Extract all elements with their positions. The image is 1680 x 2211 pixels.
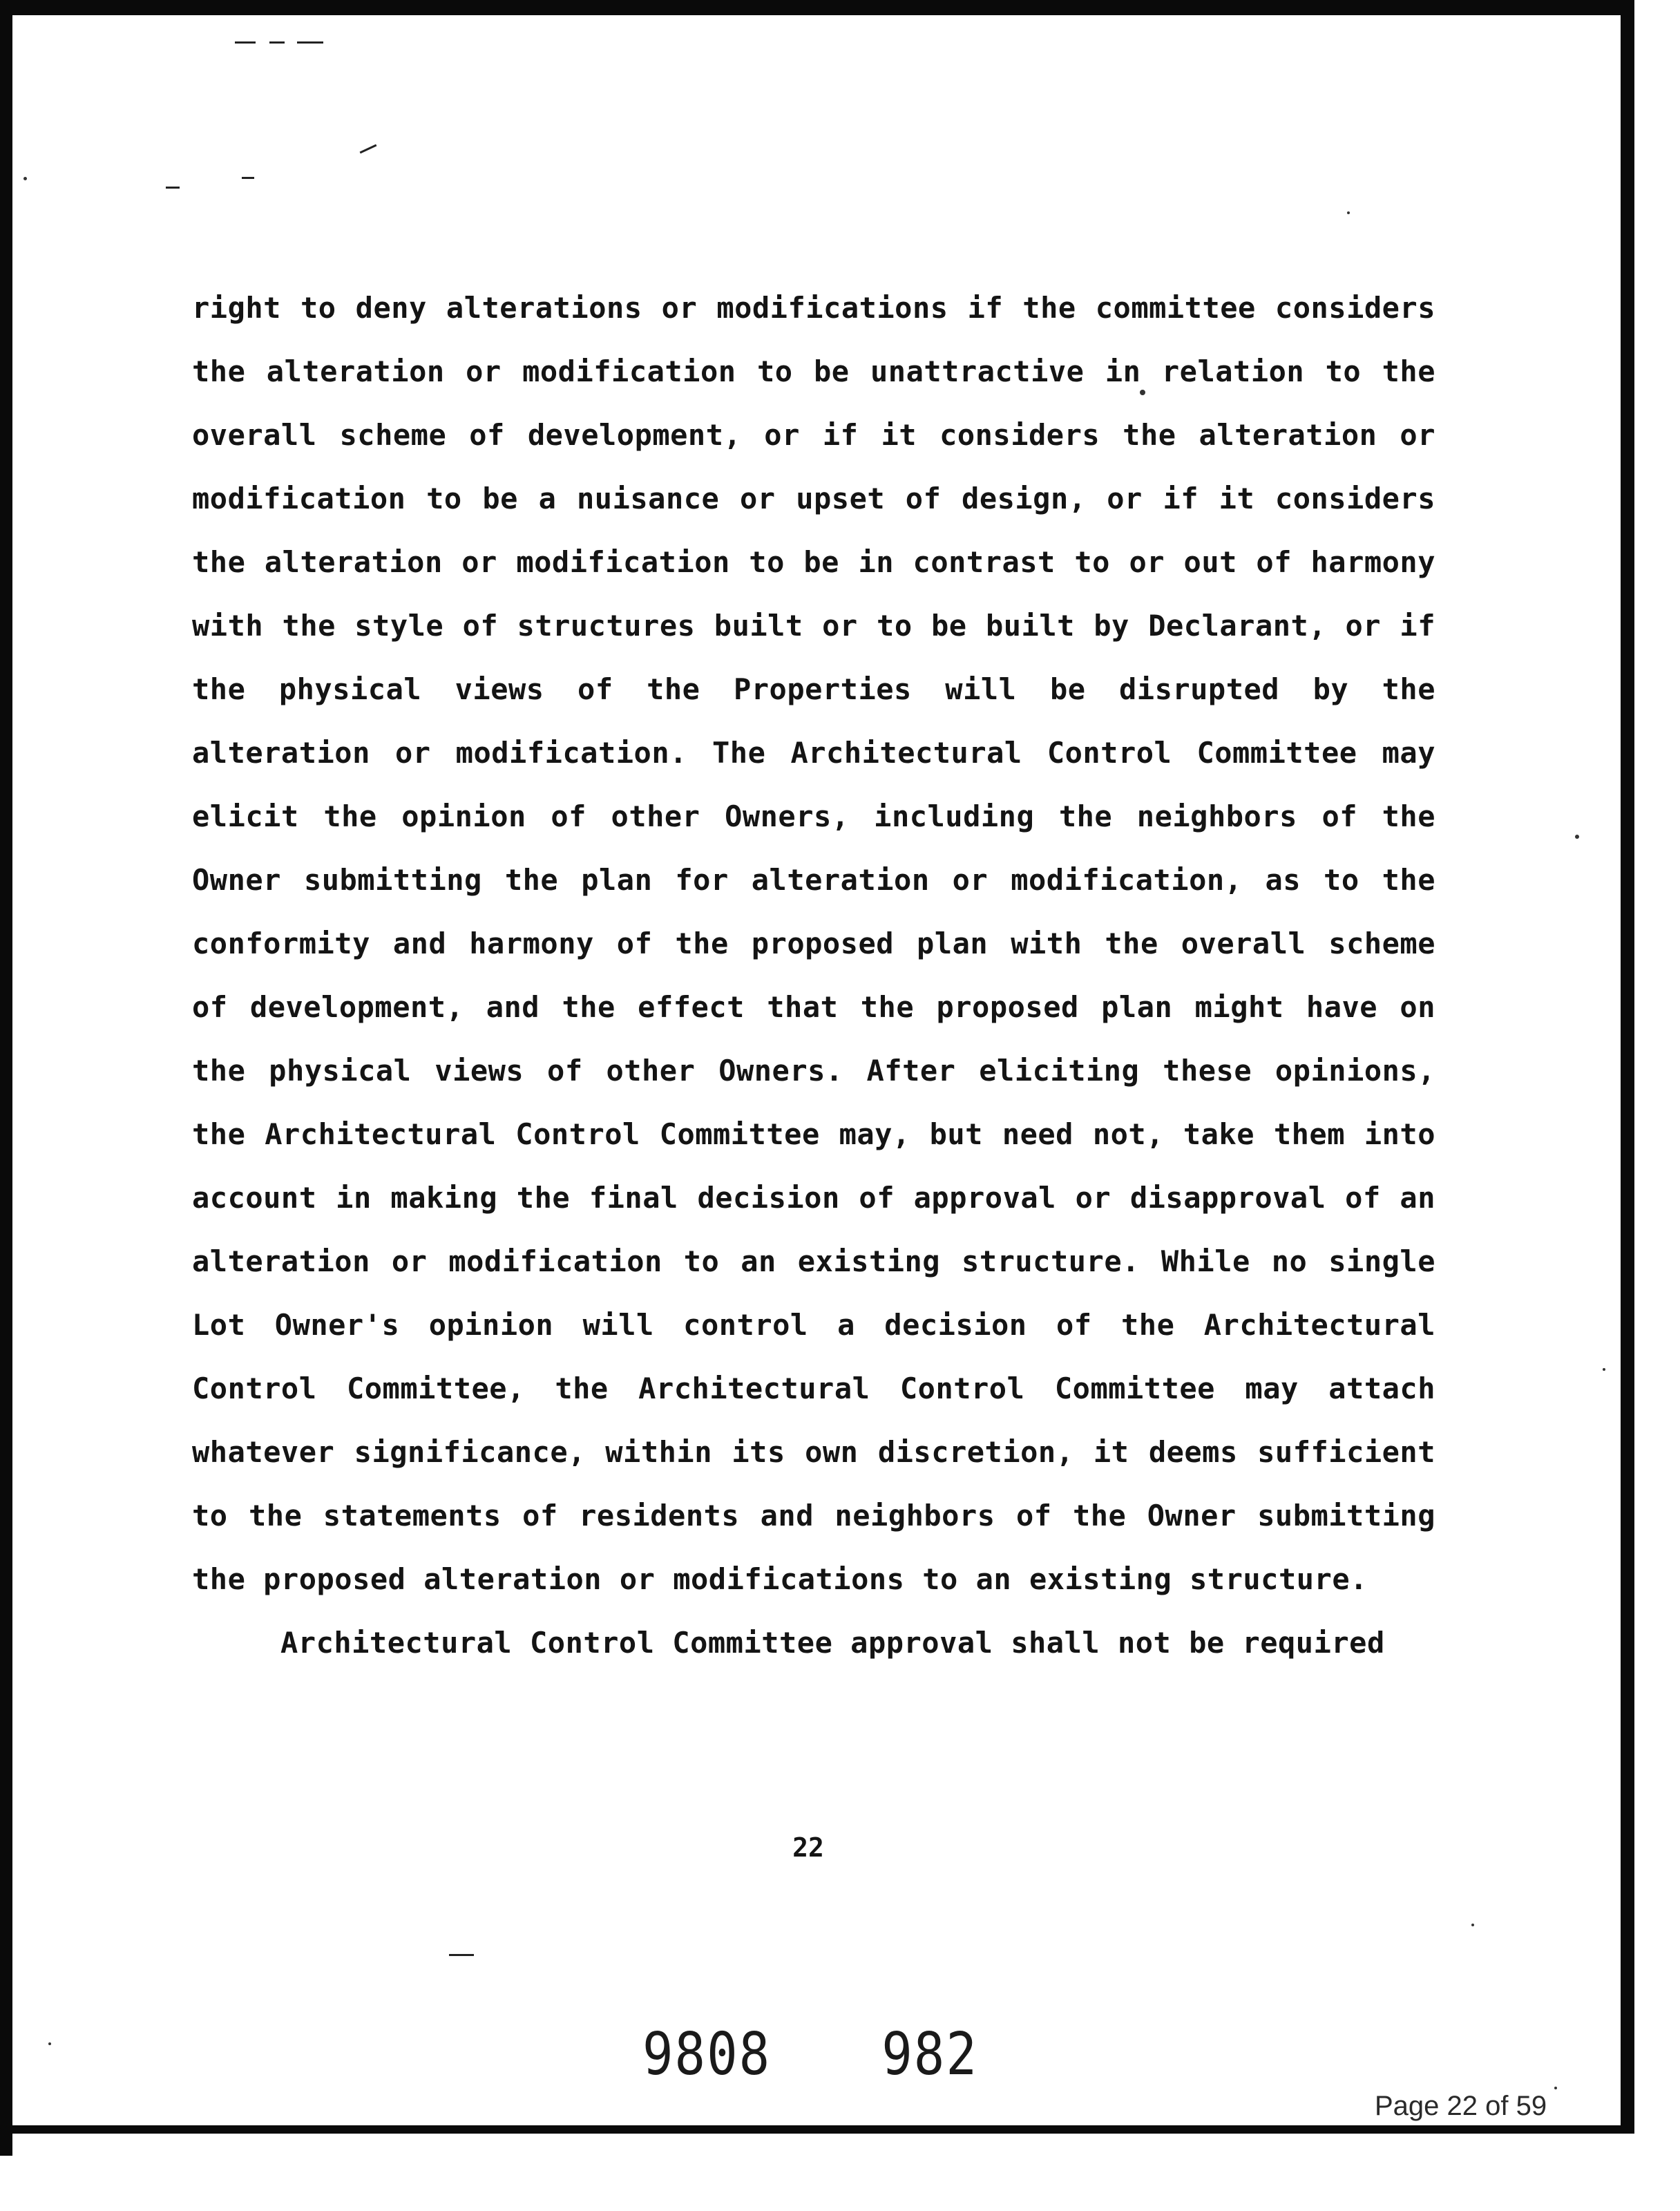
recording-stamp	[642, 2020, 978, 2089]
page-number: 22	[792, 1832, 824, 1863]
recording-page-number: 982	[881, 2020, 978, 2089]
body-text	[192, 276, 1435, 1675]
scan-speck	[48, 2042, 51, 2045]
scan-border-right	[1621, 0, 1634, 2128]
scan-border-left	[0, 0, 12, 2156]
scan-mark	[297, 41, 323, 44]
scan-border-bottom	[0, 2125, 1634, 2134]
scan-speck	[1603, 1368, 1605, 1371]
page-footer: Page 22 of 59	[1375, 2091, 1547, 2121]
body-paragraph-continued: Architectural Control Committee approval shall not be required	[280, 1626, 1385, 1660]
scan-mark	[235, 41, 256, 44]
scan-mark	[242, 177, 254, 179]
scan-mark	[269, 41, 285, 44]
scan-speck	[1471, 1924, 1474, 1926]
scan-speck	[1347, 211, 1350, 214]
scan-mark	[166, 187, 180, 189]
scan-border-top	[0, 0, 1633, 15]
recording-book-number: 9808	[642, 2020, 772, 2089]
body-paragraph: right to deny alterations or modifications if the committee considers the alteration or modification to be unattractive in relation to the overall scheme of development, or if it considers the alteration or modification to be a nuisance or upset of design, or if it considers the alteration or modification to be in contrast to or out of harmony with the style of structures built or to be built by Declarant, or if the physical views of the Properties will be disrupted by the alteration or modification. The Architectural Control Committee may elicit the opinion of other Owners, including the neighbors of the Owner submitting the plan for alteration or modification, as to the conformity and harmony of the proposed plan with the overall scheme of development, and the effect that the proposed plan might have on the physical views of other Owners. After eliciting these opinions, the Architectural Control Committee may, but need not, take them into account in making the final decision of approval or disapproval of an alteration or modification to an existing structure. While no single Lot Owner's opinion will control a decision of the Architectural Control Committee, the Architectural Control Committee may attach whatever significance, within its own discretion, it deems sufficient to the statements of residents and neighbors of the Owner submitting the proposed alteration or modifications to an existing structure.	[192, 291, 1435, 1596]
scan-speck	[1554, 2087, 1557, 2089]
scan-speck	[23, 177, 27, 180]
scan-speck	[1575, 835, 1579, 839]
scan-mark	[449, 1954, 474, 1956]
